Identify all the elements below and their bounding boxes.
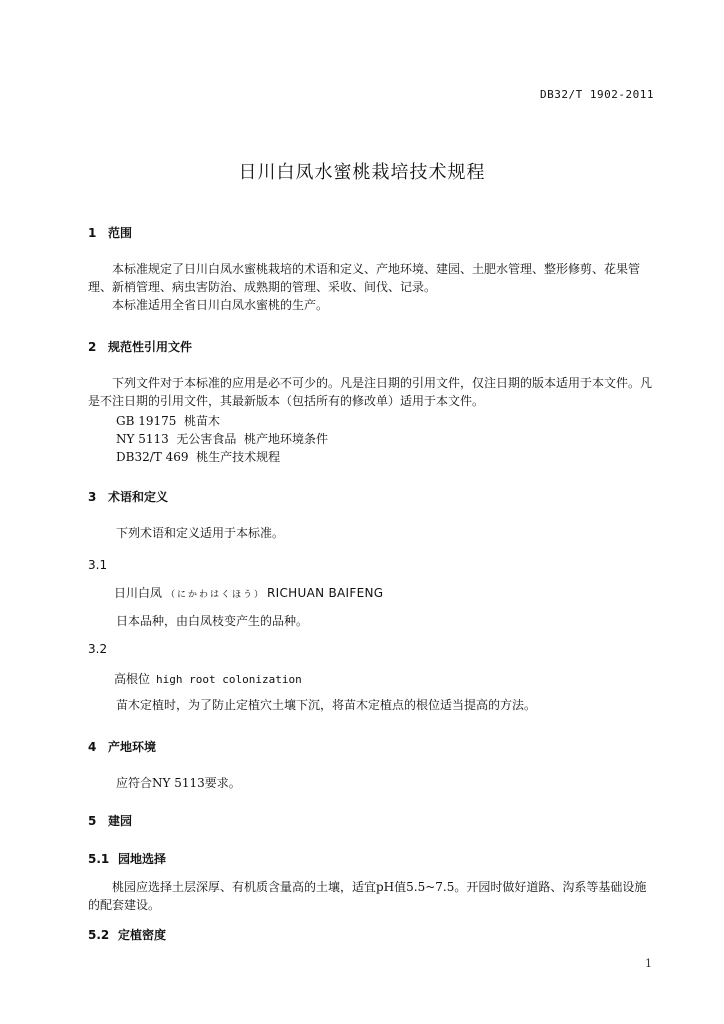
section-title: 规范性引用文件 bbox=[108, 340, 193, 354]
section-number: 5 bbox=[88, 814, 97, 828]
section-2-heading bbox=[88, 338, 192, 355]
term-3-2-definition: 苗木定植时，为了防止定植穴土壤下沉，将苗木定植点的根位适当提高的方法。 bbox=[116, 698, 537, 712]
section-5-1-paragraph: 桃园应选择土层深厚、有机质含量高的土壤，适宜pH值5.5~7.5。开园时做好道路、沟系等基础设施的配套建设。 bbox=[88, 880, 647, 912]
page-number: 1 bbox=[645, 957, 652, 970]
section-number: 1 bbox=[88, 226, 97, 240]
document-title: 日川白凤水蜜桃栽培技术规程 bbox=[238, 162, 486, 183]
section-title: 定植密度 bbox=[118, 928, 167, 942]
term-3-1 bbox=[114, 584, 383, 601]
section-title: 术语和定义 bbox=[108, 490, 169, 504]
term-english: RICHUAN BAIFENG bbox=[267, 586, 384, 600]
section-title: 产地环境 bbox=[108, 740, 157, 754]
term-3-1-number: 3.1 bbox=[88, 558, 108, 572]
section-number: 2 bbox=[88, 340, 97, 354]
term-name: 高根位 bbox=[114, 672, 151, 686]
section-5-2-heading bbox=[88, 926, 166, 943]
section-3-heading bbox=[88, 488, 168, 505]
section-number: 4 bbox=[88, 740, 97, 754]
term-english: high root colonization bbox=[156, 673, 302, 686]
section-number: 3 bbox=[88, 490, 97, 504]
term-reading: （にかわはくほう） bbox=[166, 590, 266, 600]
reference-item: GB 19175 桃苗木 bbox=[116, 414, 221, 428]
section-title: 范围 bbox=[108, 226, 133, 240]
document-code: DB32/T 1902-2011 bbox=[540, 88, 654, 101]
section-number: 5.2 bbox=[88, 928, 110, 942]
section-number: 5.1 bbox=[88, 852, 110, 866]
section-1-paragraph-1: 本标准规定了日川白凤水蜜桃栽培的术语和定义、产地环境、建园、土肥水管理、整形修剪、花果管理、新梢管理、病虫害防治、成熟期的管理、采收、间伐、记录。 bbox=[88, 262, 641, 294]
section-title: 园地选择 bbox=[118, 852, 167, 866]
section-1-paragraph-2: 本标准适用全省日川白凤水蜜桃的生产。 bbox=[112, 298, 329, 312]
reference-item: NY 5113 无公害食品 桃产地环境条件 bbox=[116, 432, 329, 446]
section-title: 建园 bbox=[108, 814, 133, 828]
term-3-2 bbox=[114, 670, 302, 687]
reference-item: DB32/T 469 桃生产技术规程 bbox=[116, 450, 281, 464]
term-3-2-number: 3.2 bbox=[88, 642, 108, 656]
term-name: 日川白凤 bbox=[114, 586, 163, 600]
section-1-heading bbox=[88, 224, 132, 241]
term-3-1-definition: 日本品种，由白凤枝变产生的品种。 bbox=[116, 614, 309, 628]
section-4-heading bbox=[88, 738, 156, 755]
section-5-heading bbox=[88, 812, 132, 829]
section-3-paragraph-1: 下列术语和定义适用于本标准。 bbox=[116, 526, 285, 540]
section-5-1-heading bbox=[88, 850, 166, 867]
section-4-paragraph-1: 应符合NY 5113要求。 bbox=[116, 776, 241, 790]
section-2-paragraph-1: 下列文件对于本标准的应用是必不可少的。凡是注日期的引用文件，仅注日期的版本适用于本文件。凡是不注日期的引用文件，其最新版本（包括所有的修改单）适用于本文件。 bbox=[88, 376, 653, 408]
